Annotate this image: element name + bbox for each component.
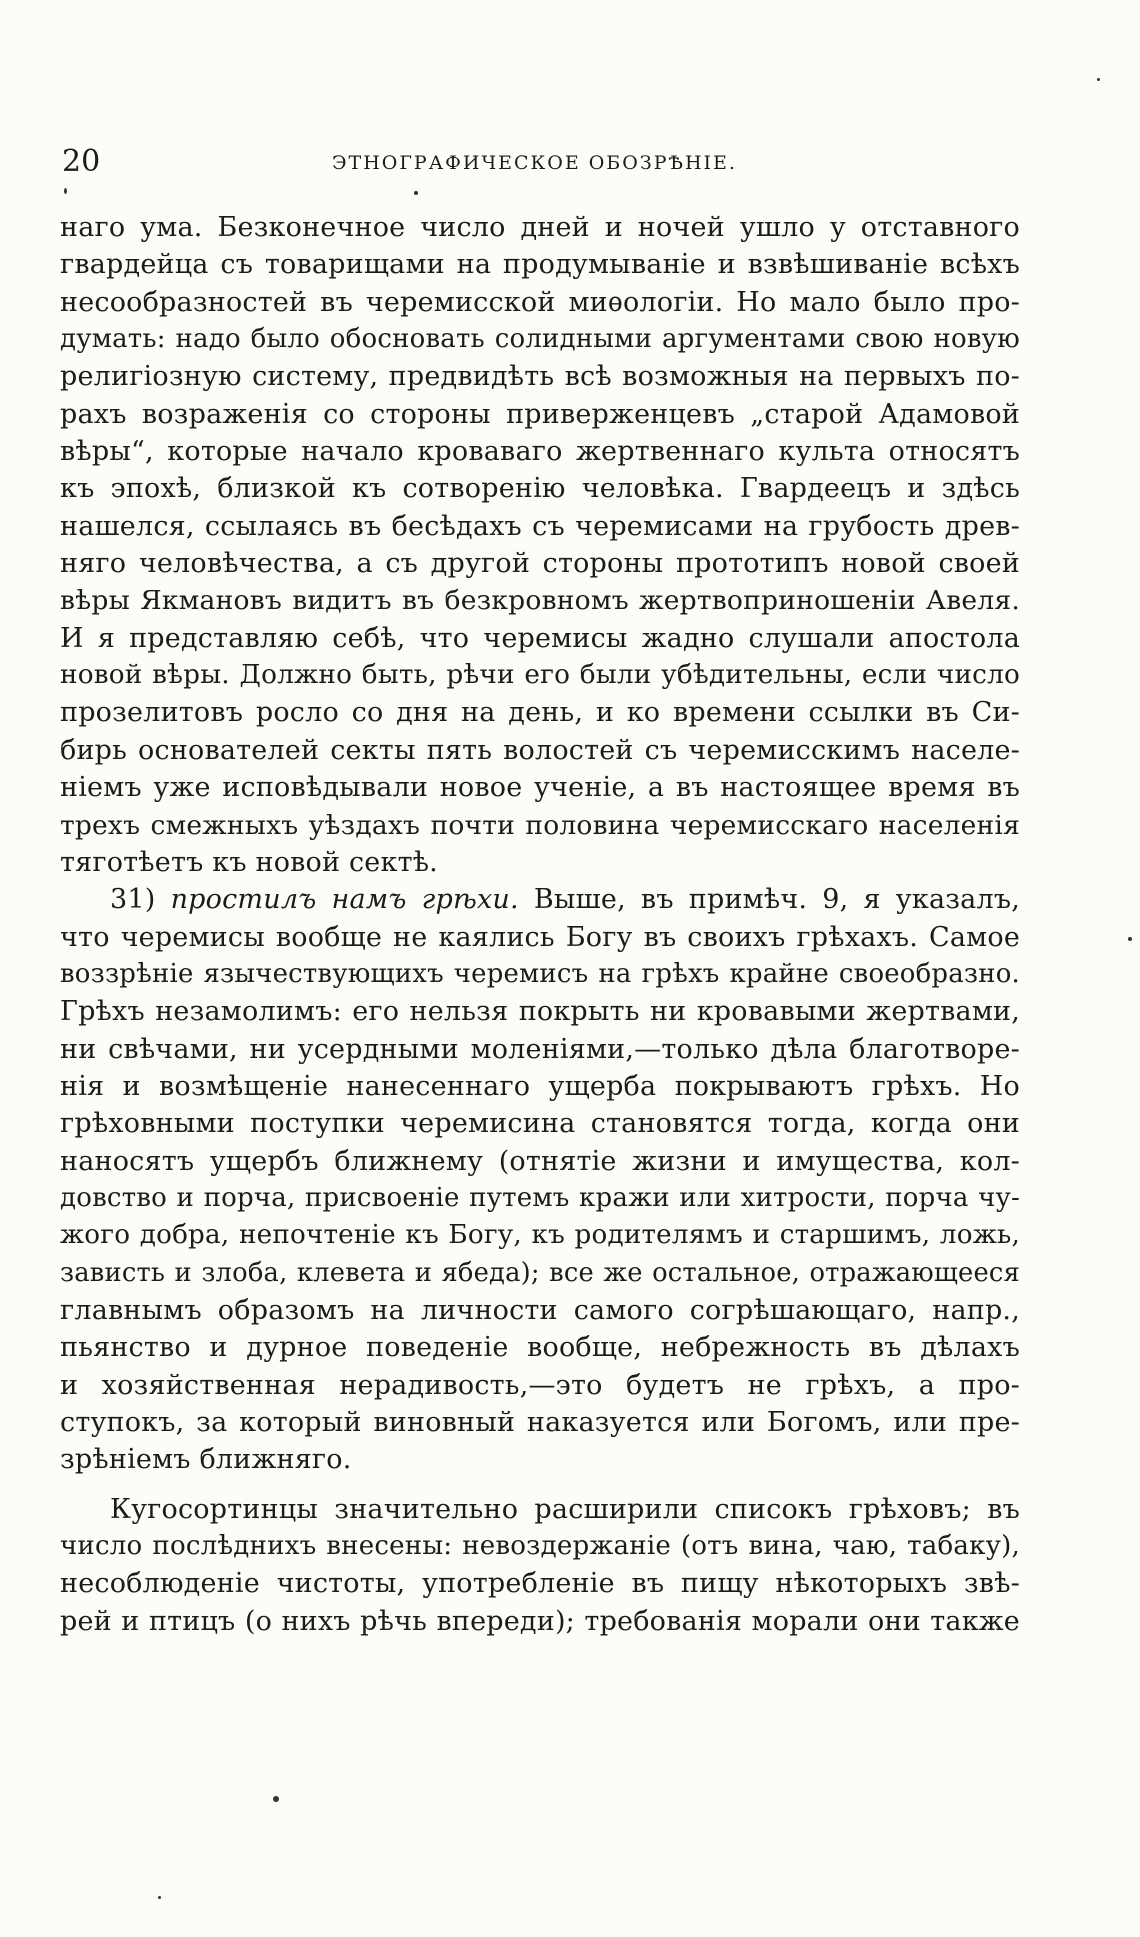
- text-line: ни свѣчами, ни усердными моленіями,—только дѣла благотворе-: [60, 1033, 1020, 1065]
- text-line: рахъ возраженія со стороны приверженцевъ „старой Адамовой: [60, 398, 1020, 430]
- text-line: ніемъ уже исповѣдывали новое ученіе, а въ настоящее время въ: [60, 772, 1020, 804]
- note-first-line: [60, 881, 1020, 918]
- text-line: наносятъ ущербъ ближнему (отнятіе жизни и имущества, кол-: [60, 1145, 1020, 1177]
- text-line: няго человѣчества, а съ другой стороны прототипъ новой своей: [60, 548, 1020, 580]
- text-line: религіозную систему, предвидѣть всѣ возможныя на первыхъ по-: [60, 361, 1020, 393]
- text-line: наго ума. Безконечное число дней и ночей ушло у отставного: [60, 212, 1020, 243]
- text-line: рей и птицъ (о нихъ рѣчь впереди); требованія морали они также: [60, 1605, 1020, 1637]
- text-line: довство и порча, присвоеніе путемъ кражи или хитрости, порча чу-: [60, 1182, 1020, 1213]
- text-line: И я представляю себѣ, что черемисы жадно слушали апостола: [60, 622, 1020, 654]
- text-line: бирь основателей секты пять волостей съ черемисскимъ населе-: [60, 734, 1020, 766]
- text-line: грѣховными поступки черемисина становятся тогда, когда они: [60, 1108, 1020, 1140]
- text-line: зрѣніемъ ближняго.: [60, 1444, 352, 1476]
- scan-speck: [414, 191, 418, 195]
- scan-speck: [64, 188, 67, 194]
- text-line: пьянство и дурное поведеніе вообще, небрежность въ дѣлахъ: [60, 1332, 1020, 1364]
- text-line: жого добра, непочтеніе къ Богу, къ родителямъ и старшимъ, ложь,: [60, 1220, 1020, 1251]
- text-line: что черемисы вообще не каялись Богу въ своихъ грѣхахъ. Самое: [60, 921, 1020, 953]
- text-line: главнымъ образомъ на личности самого согрѣшающаго, напр.,: [60, 1294, 1020, 1326]
- paragraph-3: [60, 1491, 1020, 1640]
- text-line: ступокъ, за который виновный наказуется или Богомъ, или пре-: [60, 1407, 1020, 1438]
- text-line: и хозяйственная нерадивость,—это будетъ не грѣхъ, а про-: [60, 1369, 1020, 1401]
- text-line: тяготѣетъ къ новой сектѣ.: [60, 846, 438, 878]
- text-line: нія и возмѣщеніе нанесеннаго ущерба покрываютъ грѣхъ. Но: [60, 1070, 1020, 1102]
- paragraph-gap: [60, 1479, 1020, 1491]
- paragraph-2: [60, 881, 1020, 1479]
- text-line: зависть и злоба, клевета и ябеда); все же остальное, отражающееся: [60, 1257, 1020, 1288]
- text-line: число послѣднихъ внесены: невоздержаніе (отъ вина, чаю, табаку),: [60, 1531, 1020, 1562]
- text-line: гвардейца съ товарищами на продумываніе и взвѣшиваніе всѣхъ: [60, 249, 1020, 281]
- body-text: [60, 209, 1020, 1640]
- scan-speck: [1097, 78, 1100, 81]
- scan-speck: [273, 1796, 279, 1802]
- running-title: ЭТНОГРАФИЧЕСКОЕ ОБОЗРѢНІЕ.: [332, 152, 737, 174]
- text-line: Кугосортинцы значительно расширили списокъ грѣховъ; въ: [110, 1493, 1020, 1525]
- text-line: несообразностей въ черемисской миѳологіи. Но мало было про-: [60, 286, 1020, 318]
- text-line: думать: надо было обосновать солидными аргументами свою новую: [60, 324, 1020, 355]
- note-number: 31): [110, 884, 156, 916]
- text-line: Грѣхъ незамолимъ: его нельзя покрыть ни кровавыми жертвами,: [60, 996, 1020, 1028]
- text-line: воззрѣніе язычествующихъ черемисъ на грѣхъ крайне своеобразно.: [60, 958, 1020, 989]
- text-line: новой вѣры. Должно быть, рѣчи его были убѣдительны, если число: [60, 660, 1020, 691]
- scan-speck: [1128, 937, 1132, 941]
- text-line: несоблюденіе чистоты, употребленіе въ пищу нѣкоторыхъ звѣ-: [60, 1568, 1020, 1600]
- text-line: вѣры“, которые начало кроваваго жертвеннаго культа относятъ: [60, 436, 1020, 468]
- text-line: нашелся, ссылаясь въ бесѣдахъ съ черемисами на грубость древ-: [60, 510, 1020, 542]
- page-number: 20: [62, 144, 101, 179]
- text-line: вѣры Якмановъ видитъ въ безкровномъ жертвоприношеніи Авеля.: [60, 585, 1020, 617]
- scan-speck: [158, 1896, 161, 1899]
- text-line: къ эпохѣ, близкой къ сотворенію человѣка. Гвардеецъ и здѣсь: [60, 473, 1020, 505]
- note-term: простилъ намъ грѣхи.: [170, 884, 519, 916]
- text-line: трехъ смежныхъ уѣздахъ почти половина черемисскаго населенія: [60, 809, 1020, 841]
- note-first-line-text: Выше, въ примѣч. 9, я указалъ,: [533, 884, 1020, 916]
- text-line: прозелитовъ росло со дня на день, и ко времени ссылки въ Си-: [60, 697, 1020, 729]
- paragraph-1: [60, 209, 1020, 881]
